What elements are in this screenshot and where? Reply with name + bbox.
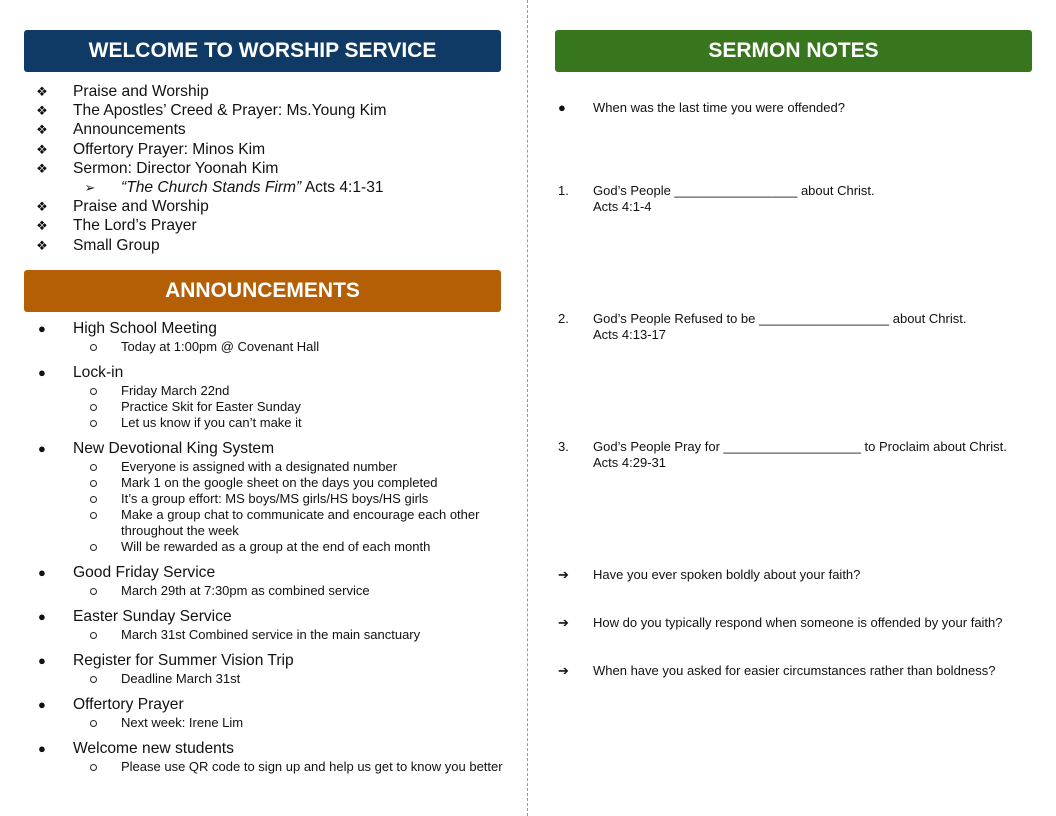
circle-bullet-icon (90, 420, 97, 427)
arrow-right-icon: ➔ (558, 663, 569, 678)
announcement-item (38, 694, 518, 731)
announcement-detail: Mark 1 on the google sheet on the days you completed (73, 475, 518, 491)
order-item: ❖ Small Group (34, 236, 514, 255)
announcement-detail: Friday March 22nd (73, 383, 518, 399)
bullet-icon: ● (38, 697, 46, 712)
sermon-title-item (34, 178, 514, 197)
announcement-detail: March 31st Combined service in the main sanctuary (73, 627, 518, 643)
bullet-icon: ● (38, 365, 46, 380)
diamond-bullet-icon: ❖ (36, 103, 48, 119)
circle-bullet-icon (90, 404, 97, 411)
bullet-icon: ● (38, 441, 46, 456)
announcement-item (38, 650, 518, 687)
announcements-list (38, 318, 518, 782)
announcement-title: New Devotional King System (73, 440, 275, 457)
arrowhead-bullet-icon: ➢ (84, 179, 96, 195)
circle-bullet-icon (90, 764, 97, 771)
circle-bullet-icon (90, 632, 97, 639)
fill-in-blank: God’s People Pray for ___________________ to Proclaim about Christ. (593, 439, 1007, 454)
circle-bullet-icon (90, 544, 97, 551)
bullet-icon: ● (38, 741, 46, 756)
diamond-bullet-icon: ❖ (36, 218, 48, 234)
diamond-bullet-icon: ❖ (36, 141, 48, 157)
scripture-reference: Acts 4:13-17 (593, 327, 666, 342)
diamond-bullet-icon: ❖ (36, 160, 48, 176)
order-of-service (34, 82, 514, 255)
bullet-icon: ● (38, 653, 46, 668)
announcement-title: Welcome new students (73, 740, 234, 757)
order-item: ❖ The Apostles’ Creed & Prayer: Ms.Young Kim (34, 101, 514, 120)
point-number: 2. (558, 311, 569, 326)
diamond-bullet-icon: ❖ (36, 237, 48, 253)
welcome-banner: WELCOME TO WORSHIP SERVICE (24, 30, 501, 72)
announcement-item (38, 438, 518, 555)
scripture-reference: Acts 4:29-31 (593, 455, 666, 470)
announcement-item (38, 606, 518, 643)
scripture-reference: Acts 4:1-4 (593, 199, 652, 214)
announcement-item (38, 738, 518, 775)
bullet-icon: ● (38, 321, 46, 336)
circle-bullet-icon (90, 344, 97, 351)
announcement-detail: Make a group chat to communicate and encourage each other throughout the week (73, 507, 518, 539)
circle-bullet-icon (90, 588, 97, 595)
circle-bullet-icon (90, 388, 97, 395)
circle-bullet-icon (90, 496, 97, 503)
announcement-item (38, 318, 518, 355)
announcement-detail: Let us know if you can’t make it (73, 415, 518, 431)
arrow-right-icon: ➔ (558, 615, 569, 630)
arrow-right-icon: ➔ (558, 567, 569, 582)
circle-bullet-icon (90, 512, 97, 519)
announcement-detail: March 29th at 7:30pm as combined service (73, 583, 518, 599)
announcement-detail: Will be rewarded as a group at the end of each month (73, 539, 518, 555)
announcement-item (38, 362, 518, 431)
diamond-bullet-icon: ❖ (36, 122, 48, 138)
diamond-bullet-icon: ❖ (36, 199, 48, 215)
sermon-title: “The Church Stands Firm” (121, 178, 302, 196)
announcement-detail: Deadline March 31st (73, 671, 518, 687)
announcement-title: High School Meeting (73, 320, 217, 337)
announcement-title: Lock-in (73, 364, 124, 381)
bullet-icon: ● (38, 565, 46, 580)
announcement-detail: Today at 1:00pm @ Covenant Hall (73, 339, 518, 355)
bullet-icon: ● (558, 100, 566, 115)
announcement-detail: It’s a group effort: MS boys/MS girls/HS boys/HS girls (73, 491, 518, 507)
circle-bullet-icon (90, 480, 97, 487)
announcement-item (38, 562, 518, 599)
announcement-detail: Everyone is assigned with a designated number (73, 459, 518, 475)
sermon-notes-banner: SERMON NOTES (555, 30, 1032, 72)
order-item: ❖ Praise and Worship (34, 82, 514, 101)
bullet-icon: ● (38, 609, 46, 624)
fill-in-blank: God’s People Refused to be __________________ about Christ. (593, 311, 967, 326)
announcement-title: Register for Summer Vision Trip (73, 652, 294, 669)
announcement-detail: Practice Skit for Easter Sunday (73, 399, 518, 415)
announcements-banner: ANNOUNCEMENTS (24, 270, 501, 312)
fold-divider (527, 0, 528, 816)
circle-bullet-icon (90, 720, 97, 727)
point-number: 1. (558, 183, 569, 198)
fill-in-blank: God’s People _________________ about Christ. (593, 183, 875, 198)
diamond-bullet-icon: ❖ (36, 84, 48, 99)
order-item: ❖ Praise and Worship (34, 197, 514, 216)
circle-bullet-icon (90, 464, 97, 471)
order-item: ❖ Announcements (34, 120, 514, 139)
order-item: ❖ Sermon: Director Yoonah Kim (34, 159, 514, 178)
sermon-reference: Acts 4:1-31 (301, 178, 384, 196)
announcement-detail: Please use QR code to sign up and help us get to know you better (73, 759, 518, 775)
announcement-title: Easter Sunday Service (73, 608, 232, 625)
announcement-title: Good Friday Service (73, 564, 216, 581)
order-item: ❖ The Lord’s Prayer (34, 216, 514, 235)
announcement-title: Offertory Prayer (73, 696, 184, 713)
circle-bullet-icon (90, 676, 97, 683)
point-number: 3. (558, 439, 569, 454)
announcement-detail: Next week: Irene Lim (73, 715, 518, 731)
order-item: ❖ Offertory Prayer: Minos Kim (34, 140, 514, 159)
